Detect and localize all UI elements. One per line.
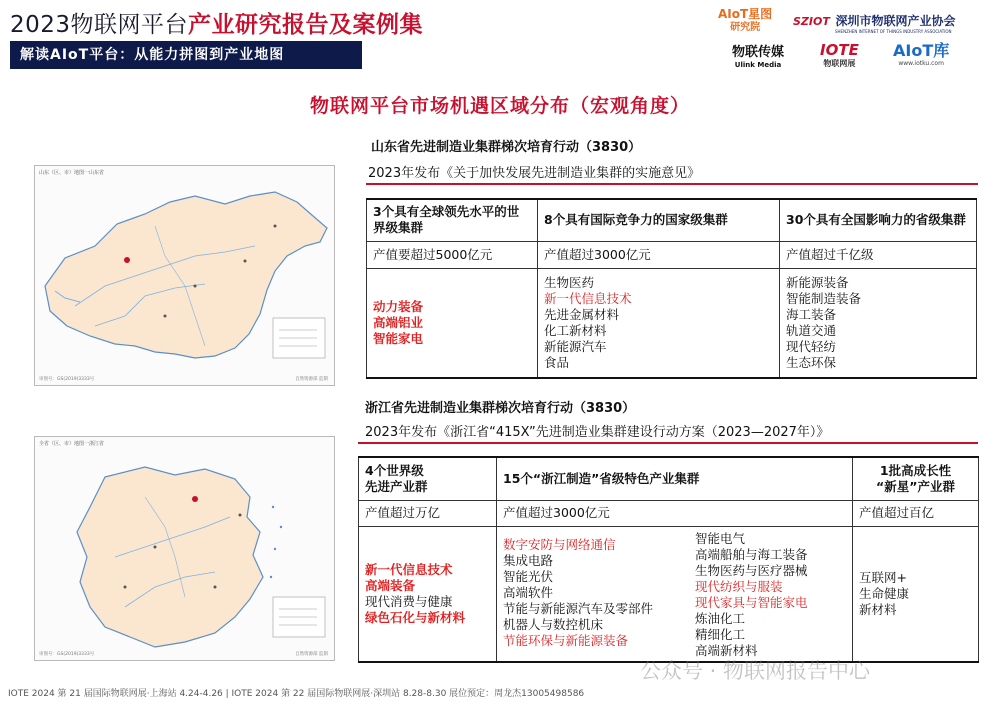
shandong-col2-header: 8个具有国际竞争力的国家级集群 [538, 199, 780, 241]
zhejiang-col1-header-line: 4个世界级 [365, 462, 424, 478]
list-item: 智能电气 [695, 530, 746, 546]
ulink-logo [732, 46, 784, 72]
zhejiang-col1-header-line: 先进产业群 [365, 478, 428, 494]
list-item: 高端装备 [365, 577, 416, 593]
aiotku-name: AIoT库 [893, 41, 950, 60]
zhejiang-col2-value: 产值超过3000亿元 [497, 500, 853, 526]
iote-logo [820, 41, 859, 70]
list-item: 新一代信息技术 [365, 561, 453, 577]
iote-cn: 物联网展 [823, 59, 856, 68]
list-item: 高端软件 [503, 584, 554, 600]
list-item: 先进金属材料 [544, 306, 620, 322]
zhejiang-col1-items [359, 526, 497, 662]
list-item: 精细化工 [695, 626, 746, 642]
list-item: 新能源装备 [786, 274, 849, 290]
list-item: 现代纺织与服装 [695, 578, 783, 594]
aiot-logo-sub: 研究院 [730, 22, 761, 33]
list-item: 炼油化工 [695, 610, 746, 626]
zhejiang-col1-header [359, 457, 497, 500]
list-item: 高端船舶与海工装备 [695, 546, 808, 562]
zhejiang-col2-list-b [695, 531, 808, 659]
list-item: 食品 [544, 354, 570, 370]
sziot-abbr: SZIOT [793, 15, 830, 28]
shandong-col1-items [367, 268, 538, 378]
list-item: 生物医药 [544, 274, 595, 290]
shandong-col1-value: 产值要超过5000亿元 [367, 241, 538, 268]
main-title: 物联网平台市场机遇区域分布（宏观角度） [309, 95, 690, 117]
list-item: 集成电路 [503, 552, 554, 568]
zhejiang-map [34, 436, 335, 661]
list-item: 新一代信息技术 [544, 290, 632, 306]
list-item: 智能家电 [373, 330, 424, 346]
page-footer: IOTE 2024 第 21 届国际物联网展·上海站 4.24-4.26 | IOTE 2024 第 22 届国际物联网展·深圳站 8.28-8.30 展位预定：周龙杰13005498586 [8, 689, 585, 699]
shandong-table [366, 198, 977, 379]
list-item: 动力装备 [373, 298, 424, 314]
sziot-cn: 深圳市物联网产业协会 [835, 14, 956, 28]
shandong-col2-value: 产值超过3000亿元 [538, 241, 780, 268]
list-item: 数字安防与网络通信 [503, 536, 616, 552]
list-item: 智能光伏 [503, 568, 554, 584]
list-item: 生物医药与医疗器械 [695, 562, 808, 578]
shandong-map-foot-left: 审图号：GS(2019)3333号 [39, 377, 95, 382]
zhejiang-col1-value: 产值超过万亿 [359, 500, 497, 526]
shandong-map-caption: 山东（区、市）地图一山东省 [39, 170, 105, 176]
zhejiang-map-caption: 全省（区、市）地图一浙江省 [39, 441, 105, 447]
shandong-col1-header: 3个具有全球领先水平的世界级集群 [367, 199, 538, 241]
list-item: 生态环保 [786, 354, 837, 370]
list-item: 新材料 [859, 601, 897, 617]
zhejiang-map-foot-left: 审图号：GS(2019)3333号 [39, 652, 95, 657]
zhejiang-col3-header [853, 457, 979, 500]
zhejiang-rule [358, 442, 978, 444]
list-item: 现代消费与健康 [365, 593, 453, 609]
list-item: 互联网+ [859, 569, 907, 585]
aiot-logo-name: AIoT星图 [718, 7, 773, 21]
aiot-logo [718, 8, 772, 34]
zhejiang-desc: 2023年发布《浙江省“415X”先进制造业集群建设行动方案（2023—2027年）》 [365, 425, 830, 440]
zhejiang-col3-value: 产值超过百亿 [853, 500, 979, 526]
zhejiang-col2-header: 15个“浙江制造”省级特色产业集群 [497, 457, 853, 500]
shandong-map-foot-right: 自然资源部 监制 [295, 377, 328, 382]
report-title-red: 产业研究报告及案例集 [188, 12, 424, 38]
sziot-logo [793, 10, 955, 34]
list-item: 现代轻纺 [786, 338, 837, 354]
zhejiang-col3-header-line: 1批高成长性 [879, 462, 952, 478]
shandong-col3-value: 产值超过千亿级 [780, 241, 977, 268]
report-title-plain: 2023物联网平台 [10, 12, 189, 38]
list-item: 节能与新能源汽车及零部件 [503, 600, 654, 616]
zhejiang-title: 浙江省先进制造业集群梯次培育行动（3830） [365, 401, 636, 416]
list-item: 绿色石化与新材料 [365, 609, 466, 625]
zhejiang-col3-header-line: “新星”产业群 [876, 478, 955, 494]
shandong-map-graphic [35, 166, 335, 386]
shandong-rule [366, 183, 978, 185]
shandong-col3-items [780, 268, 977, 378]
watermark: 公众号 · 物联网报告中心 [640, 659, 871, 683]
list-item: 生命健康 [859, 585, 910, 601]
zhejiang-table [358, 456, 979, 663]
shandong-title: 山东省先进制造业集群梯次培育行动（3830） [371, 140, 642, 155]
shandong-desc: 2023年发布《关于加快发展先进制造业集群的实施意见》 [368, 166, 701, 181]
report-title [10, 6, 423, 39]
zhejiang-col2-items [497, 526, 853, 662]
ulink-cn: 物联传媒 [732, 45, 785, 60]
zhejiang-map-graphic [35, 437, 335, 661]
shandong-col3-header: 30个具有全国影响力的省级集群 [780, 199, 977, 241]
list-item: 海工装备 [786, 306, 837, 322]
list-item: 新能源汽车 [544, 338, 607, 354]
list-item: 化工新材料 [544, 322, 607, 338]
list-item: 高端铝业 [373, 314, 424, 330]
list-item: 现代家具与智能家电 [695, 594, 808, 610]
zhejiang-map-foot-right: 自然资源部 监制 [295, 652, 328, 657]
iote-name: IOTE [820, 41, 859, 59]
aiotku-url: www.iotku.com [898, 60, 944, 67]
zhejiang-col2-list-a [503, 531, 695, 659]
ulink-en: Ulink Media [734, 61, 782, 69]
sziot-en: SHENZHEN INTERNET OF THINGS INDUSTRY ASSOCIATION [835, 29, 952, 34]
shandong-col2-items [538, 268, 780, 378]
list-item: 机器人与数控机床 [503, 616, 604, 632]
report-subtitle: 解读AIoT平台：从能力拼图到产业地图 [10, 41, 362, 69]
shandong-map [34, 165, 335, 386]
list-item: 节能环保与新能源装备 [503, 632, 629, 648]
list-item: 智能制造装备 [786, 290, 862, 306]
aiotku-logo [893, 41, 950, 70]
list-item: 高端新材料 [695, 642, 758, 658]
list-item: 轨道交通 [786, 322, 837, 338]
zhejiang-col3-items [853, 526, 979, 662]
